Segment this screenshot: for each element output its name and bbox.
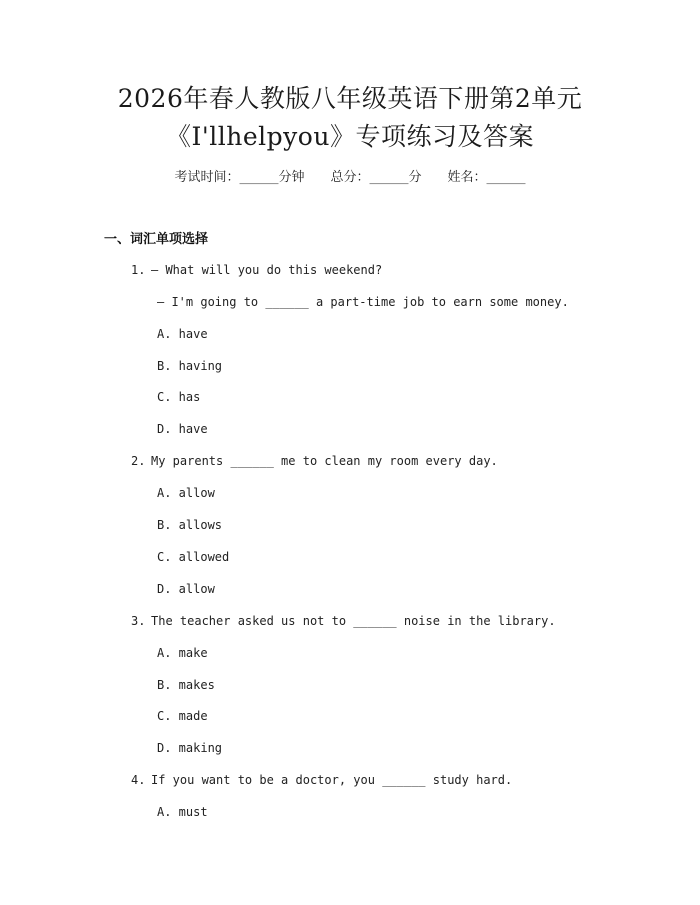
question-text: My parents ______ me to clean my room every day. [151,454,498,468]
option-item: B. having [157,359,223,373]
option-item: B. allows [157,518,223,532]
question-text: If you want to be a doctor, you ______ study hard. [151,773,513,787]
option-item: A. have [157,327,208,341]
option-item: D. allow [157,582,215,596]
option-item: C. has [157,390,201,404]
option-item: D. making [157,741,223,755]
option-item: C. allowed [157,550,230,564]
option-item: A. allow [157,486,215,500]
document-title-line2: 《I'llhelpyou》专项练习及答案 [166,122,534,151]
question-text: — What will you do this weekend? [151,263,383,277]
student-name-field: 姓名：______ [447,170,526,185]
question-number: 1. [131,263,146,277]
option-item: D. have [157,422,208,436]
option-item: C. made [157,709,208,723]
option-item: A. must [157,805,208,819]
question-number: 4. [131,773,146,787]
question-1-stem-line2: — I'm going to ______ a part-time job to earn some money. [157,295,569,309]
question-number: 2. [131,454,146,468]
exam-time-field: 考试时间：______分钟 [174,170,305,185]
question-3-stem [131,612,556,630]
section-heading: 一、词汇单项选择 [104,232,209,247]
option-item: B. makes [157,678,215,692]
document-title-line1: 2026年春人教版八年级英语下册第2单元 [117,84,583,113]
exam-info-row [0,168,700,188]
question-1-stem [131,261,382,279]
question-number: 3. [131,614,146,628]
option-item: A. make [157,646,208,660]
question-text: The teacher asked us not to ______ noise in the library. [151,614,556,628]
question-2-stem [131,452,498,470]
question-4-stem [131,771,512,789]
total-score-field: 总分：______分 [330,170,422,185]
